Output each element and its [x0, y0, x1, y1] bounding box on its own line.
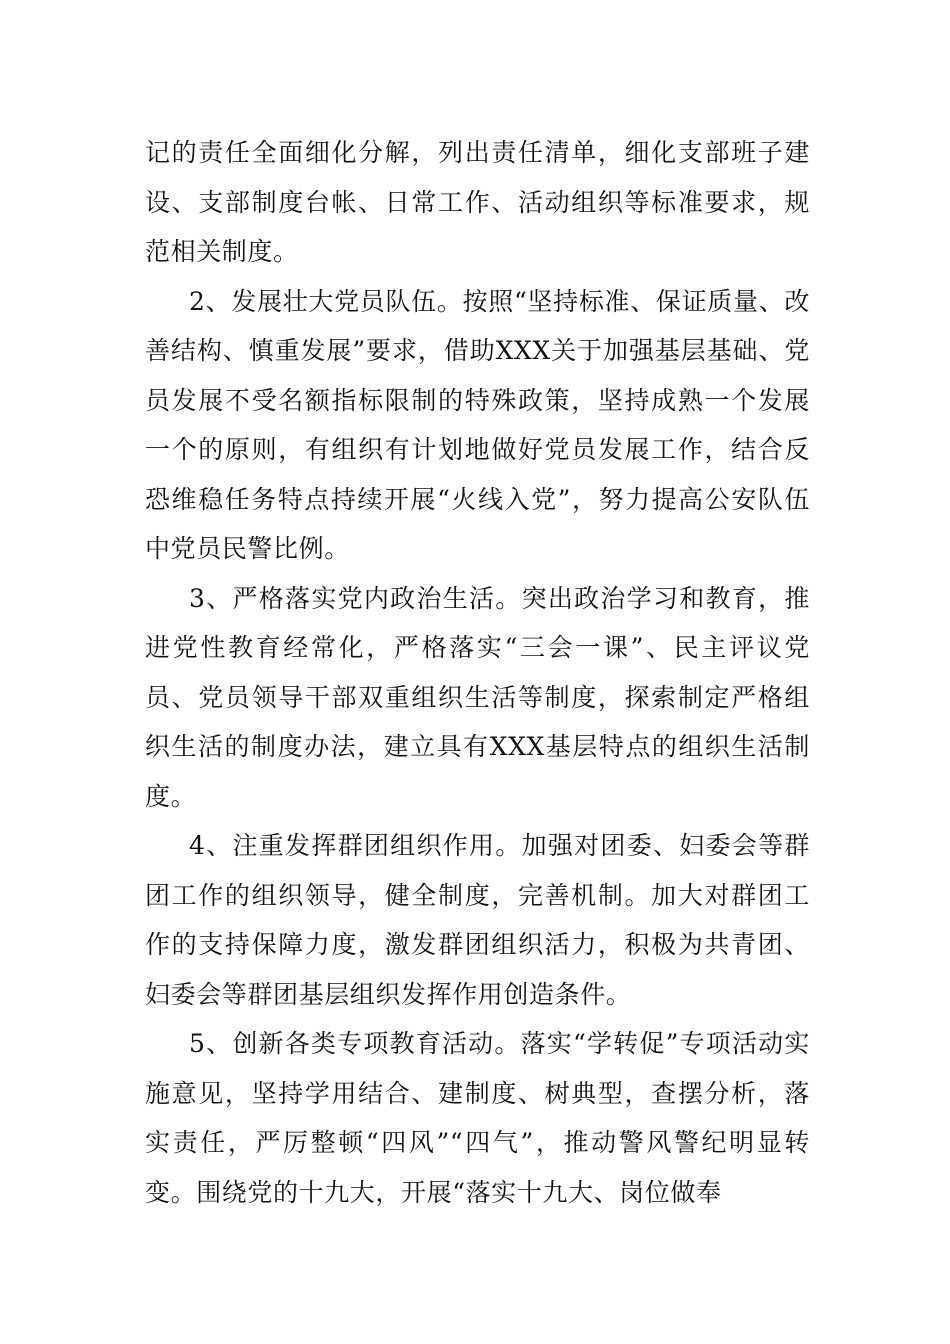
paragraph-item-2: 2、发展壮大党员队伍。按照“坚持标准、保证质量、改善结构、慎重发展”要求，借助XXX关于加强基层基础、党员发展不受名额指标限制的特殊政策，坚持成熟一个发展一个的原则，有组织有计划地做好党员发展工作，结合反恐维稳任务特点持续开展“火线入党”，努力提高公安队伍中党员民警比例。 — [145, 286, 810, 563]
paragraph-continuation: 记的责任全面细化分解，列出责任清单，细化支部班子建设、支部制度台帐、日常工作、活动组织等标准要求，规范相关制度。 — [145, 138, 810, 266]
paragraph-item-5: 5、创新各类专项教育活动。落实“学转促”专项活动实施意见，坚持学用结合、建制度、树典型，查摆分析，落实责任，严厉整顿“四风”“四气”，推动警风警纪明显转变。围绕党的十九大，开展“落实十九大、岗位做奉 — [145, 1029, 810, 1207]
paragraph-item-4: 4、注重发挥群团组织作用。加强对团委、妇委会等群团工作的组织领导，健全制度，完善机制。加大对群团工作的支持保障力度，激发群团组织活力，积极为共青团、妇委会等群团基层组织发挥作用创造条件。 — [145, 831, 810, 1009]
paragraph-item-3: 3、严格落实党内政治生活。突出政治学习和教育，推进党性教育经常化，严格落实“三会一课”、民主评议党员、党员领导干部双重组织生活等制度，探索制定严格组织生活的制度办法，建立具有XXX基层特点的组织生活制度。 — [145, 583, 810, 811]
document-body — [145, 128, 810, 1217]
